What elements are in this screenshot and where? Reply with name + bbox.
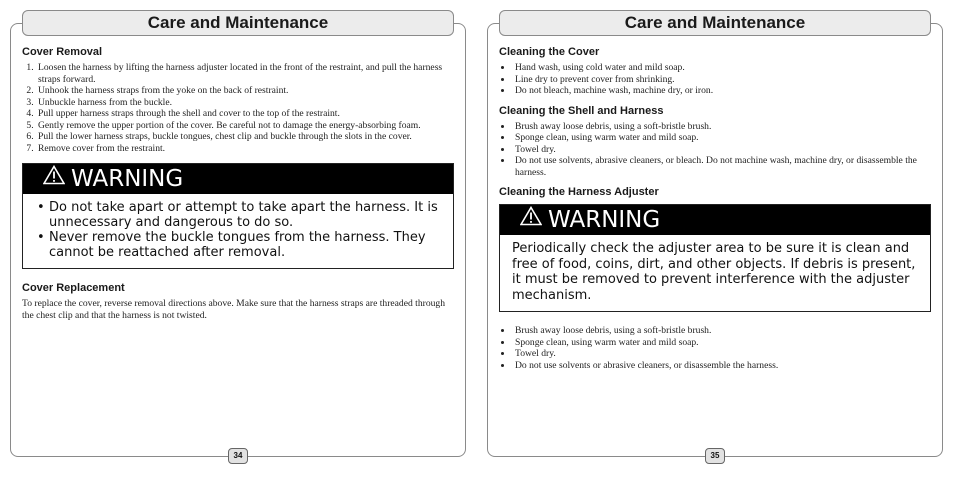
cover-removal-title: Cover Removal (22, 46, 103, 58)
warning-triangle-icon (520, 204, 542, 234)
page-35 (487, 10, 943, 460)
cover-replacement-text: To replace the cover, reverse removal directions above. Make sure that the harness straps are threaded through the chest clip and that the harness is not twisted. (22, 298, 446, 321)
list-item: 4. Pull upper harness straps through the shell and cover to the top of the restraint. (36, 108, 454, 120)
warning-text: Periodically check the adjuster area to be sure it is clean and free of food, coins, dirt, and other objects. If debris is present, it must be removed to prevent interference with the adjuster mechanism. (512, 241, 916, 303)
cleaning-cover-list (499, 62, 931, 97)
list-item: • Hand wash, using cold water and mild soap. (513, 62, 931, 74)
page-header: Care and Maintenance (499, 10, 931, 36)
warning-label: WARNING (71, 166, 184, 192)
cleaning-cover-title: Cleaning the Cover (499, 46, 600, 58)
list-item: • Towel dry. (513, 144, 931, 156)
list-item: 5. Gently remove the upper portion of the cover. Be careful not to damage the energy-absorbing foam. (36, 120, 454, 132)
list-item: • Do not use solvents, abrasive cleaners, or bleach. Do not machine wash, machine dry, or disassemble the harness. (513, 155, 931, 178)
cover-removal-steps (22, 62, 454, 154)
warning-box (499, 204, 931, 312)
list-item: • Line dry to prevent cover from shrinking. (513, 74, 931, 86)
list-item: 1. Loosen the harness by lifting the harness adjuster located in the front of the restraint, and pull the harness straps forward. (36, 62, 454, 85)
list-item: • Sponge clean, using warm water and mild soap. (513, 337, 931, 349)
page-content (499, 46, 931, 371)
cleaning-adjuster-title: Cleaning the Harness Adjuster (499, 186, 659, 198)
warning-triangle-icon (43, 163, 65, 193)
list-item: • Brush away loose debris, using a soft-bristle brush. (513, 325, 931, 337)
warning-box (22, 163, 454, 269)
warning-header (500, 205, 930, 235)
page-content (22, 46, 454, 321)
warning-body (500, 235, 930, 311)
warning-body (23, 194, 453, 268)
cleaning-shell-title: Cleaning the Shell and Harness (499, 104, 664, 117)
page-34 (10, 10, 466, 460)
list-item: 2. Unhook the harness straps from the yoke on the back of restraint. (36, 85, 454, 97)
list-item: • Do not take apart or attempt to take apart the harness. It is unnecessary and dangerous to do so. (49, 200, 443, 230)
warning-label: WARNING (548, 207, 661, 233)
cleaning-adjuster-list (499, 325, 931, 371)
page-header: Care and Maintenance (22, 10, 454, 36)
list-item: 7. Remove cover from the restraint. (36, 143, 454, 155)
page-number: 35 (705, 448, 725, 464)
cleaning-shell-list (499, 121, 931, 179)
page-number: 34 (228, 448, 248, 464)
list-item: • Sponge clean, using warm water and mild soap. (513, 132, 931, 144)
list-item: 6. Pull the lower harness straps, buckle tongues, chest clip and buckle through the slots in the cover. (36, 131, 454, 143)
list-item: 3. Unbuckle harness from the buckle. (36, 97, 454, 109)
list-item: • Do not use solvents or abrasive cleaners, or disassemble the harness. (513, 360, 931, 372)
cover-replacement-title: Cover Replacement (22, 282, 125, 294)
list-item: • Do not bleach, machine wash, machine dry, or iron. (513, 85, 931, 97)
warning-header (23, 164, 453, 194)
list-item: • Towel dry. (513, 348, 931, 360)
list-item: • Brush away loose debris, using a soft-bristle brush. (513, 121, 931, 133)
list-item: • Never remove the buckle tongues from the harness. They cannot be reattached after removal. (49, 230, 443, 260)
